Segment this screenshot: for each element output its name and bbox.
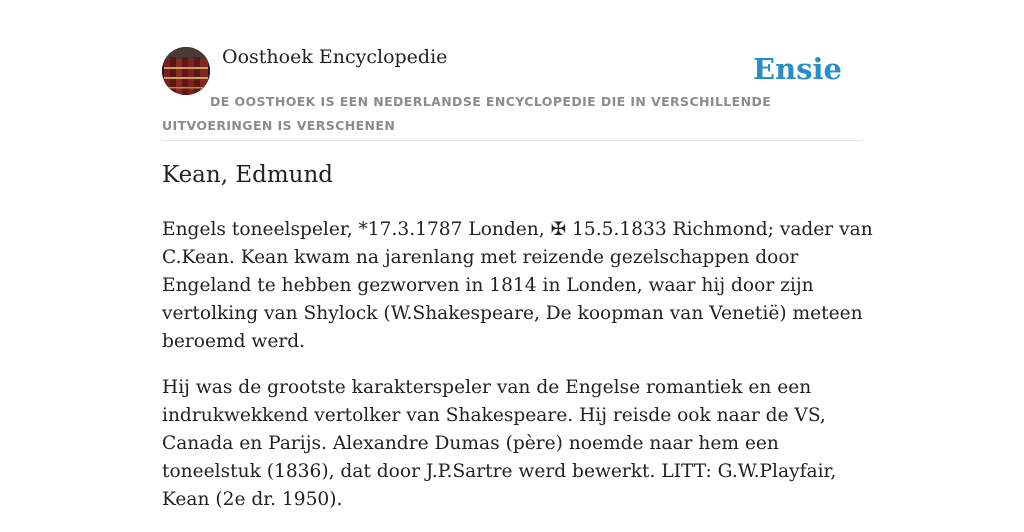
- site-tagline: DE OOSTHOEK IS EEN NEDERLANDSE ENCYCLOPEDIE DIE IN VERSCHILLENDE UITVOERINGEN IS VERSCHENEN: [162, 94, 772, 133]
- site-title[interactable]: Oosthoek Encyclopedie: [222, 46, 448, 68]
- encyclopedia-books-icon[interactable]: [162, 47, 210, 95]
- brand-logo[interactable]: Ensie: [753, 52, 842, 86]
- entry-body: [162, 216, 874, 532]
- page: [162, 0, 873, 512]
- entry-paragraph: Hij was de grootste karakterspeler van de Engelse romantiek en een indrukwekkend vertolker van Shakespeare. Hij reisde ook naar de VS, Canada en Parijs. Alexandre Dumas (père) noemde naar hem een toneelstuk (1836), dat door J.P.Sartre werd bewerkt. LITT: G.W.Playfair, Kean (2e dr. 1950).: [162, 377, 837, 510]
- entry-paragraph: Engels toneelspeler, *17.3.1787 Londen, ✠ 15.5.1833 Richmond; vader van C.Kean. Kean kwam na jarenlang met reizende gezelschappen door Engeland te hebben gezworven in 1814 in Londen, waar hij door zijn vertolking van Shylock (W.Shakespeare, De koopman van Venetië) meteen beroemd werd.: [162, 219, 873, 352]
- site-header: [162, 0, 862, 141]
- entry-title: Kean, Edmund: [162, 162, 333, 188]
